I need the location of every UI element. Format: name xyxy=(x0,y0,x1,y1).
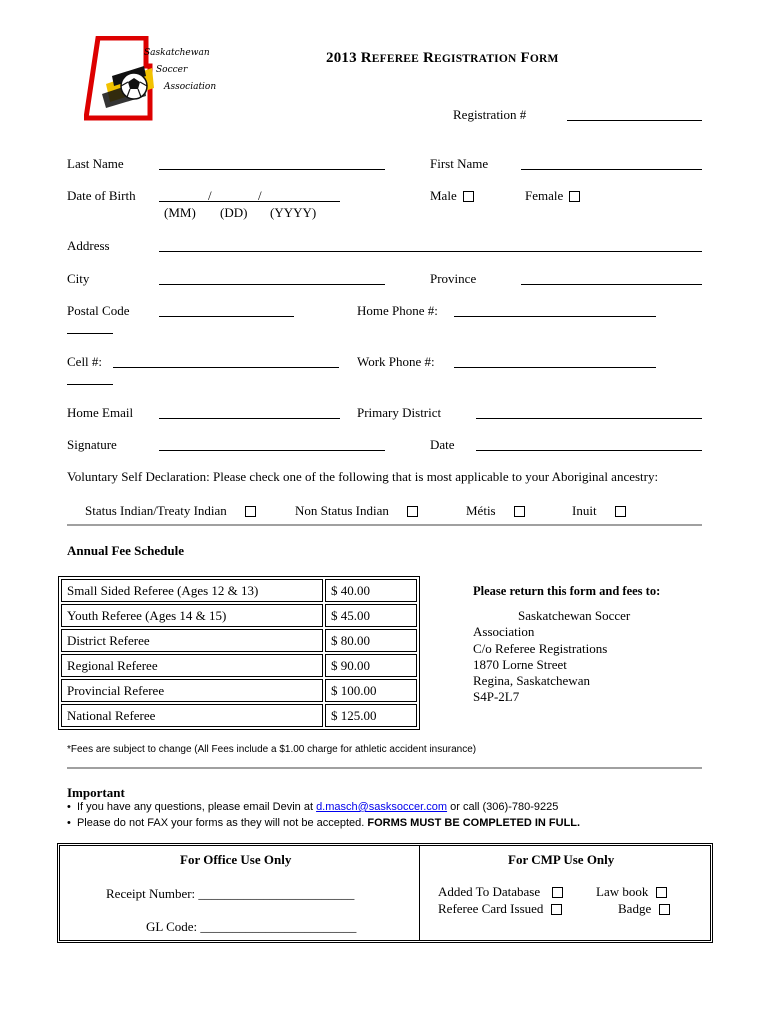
dob-separator: / xyxy=(258,188,262,203)
declaration-text: Voluntary Self Declaration: Please check one of the following that is most applicable to your Aboriginal ancestry: xyxy=(67,469,659,484)
office-use-box xyxy=(57,843,713,943)
province-label: Province xyxy=(430,271,477,286)
fee-label: National Referee xyxy=(61,704,323,727)
table-row xyxy=(61,704,417,727)
option-label: Status Indian/Treaty Indian xyxy=(85,503,227,518)
table-row xyxy=(61,579,417,602)
return-line: Saskatchewan Soccer xyxy=(518,608,631,623)
cell-field-continued[interactable] xyxy=(67,384,113,385)
home-phone-label: Home Phone #: xyxy=(357,303,438,318)
declaration-option-status[interactable] xyxy=(85,503,256,519)
fee-note-star: *Fees are subject to change xyxy=(67,744,192,755)
important-bullet-1 xyxy=(67,801,558,813)
metis-checkbox[interactable] xyxy=(514,506,525,517)
logo-text-1: Saskatchewan xyxy=(144,48,210,58)
bullet-emphasis: FORMS MUST BE COMPLETED IN FULL. xyxy=(367,817,581,829)
fee-label: Small Sided Referee (Ages 12 & 13) xyxy=(61,579,323,602)
gl-code-field[interactable]: GL Code: ________________________ xyxy=(146,919,357,934)
dob-mm-hint: (MM) xyxy=(164,205,196,220)
title-part: 2013 R xyxy=(326,50,372,66)
law-book-checkbox[interactable] xyxy=(656,887,667,898)
home-phone-field[interactable] xyxy=(454,316,656,317)
receipt-number-field[interactable]: Receipt Number: ________________________ xyxy=(106,886,355,901)
fee-value: $ 40.00 xyxy=(325,579,417,602)
bullet-text: If you have any questions, please email Devin at xyxy=(76,801,317,813)
last-name-label: Last Name xyxy=(67,156,124,171)
address-field[interactable] xyxy=(159,251,702,252)
option-label: Non Status Indian xyxy=(295,503,389,518)
work-phone-label: Work Phone #: xyxy=(357,354,435,369)
signature-label: Signature xyxy=(67,437,117,452)
dob-dd-hint: (DD) xyxy=(220,205,248,220)
email-field[interactable] xyxy=(159,418,340,419)
return-line: C/o Referee Registrations xyxy=(473,641,608,656)
first-name-field[interactable] xyxy=(521,169,702,170)
declaration-option-inuit[interactable] xyxy=(572,503,626,519)
registration-field[interactable] xyxy=(567,120,702,121)
date-label: Date xyxy=(430,437,455,452)
fee-value: $ 125.00 xyxy=(325,704,417,727)
first-name-label: First Name xyxy=(430,156,489,171)
title-part: EGISTRATION xyxy=(434,53,517,65)
referee-card-option[interactable] xyxy=(438,901,562,917)
male-option[interactable] xyxy=(430,188,474,204)
email-label: Home Email xyxy=(67,405,134,420)
title-part: ORM xyxy=(529,53,559,65)
fee-value: $ 45.00 xyxy=(325,604,417,627)
table-row xyxy=(61,654,417,677)
badge-option[interactable] xyxy=(618,901,670,917)
fee-value: $ 100.00 xyxy=(325,679,417,702)
logo-text-3: Association xyxy=(164,82,217,92)
association-logo xyxy=(84,36,217,122)
law-book-option[interactable] xyxy=(596,884,667,900)
fee-value: $ 90.00 xyxy=(325,654,417,677)
office-use-title: For Office Use Only xyxy=(180,852,292,867)
work-phone-field[interactable] xyxy=(454,367,656,368)
province-field[interactable] xyxy=(521,284,702,285)
last-name-field[interactable] xyxy=(159,169,385,170)
return-line: 1870 Lorne Street xyxy=(473,657,567,672)
male-label: Male xyxy=(430,188,457,203)
registration-label: Registration # xyxy=(453,107,527,122)
fee-label: Provincial Referee xyxy=(61,679,323,702)
option-label: Inuit xyxy=(572,503,597,518)
non-status-checkbox[interactable] xyxy=(407,506,418,517)
postal-code-label: Postal Code xyxy=(67,303,130,318)
cmp-use-title: For CMP Use Only xyxy=(508,852,615,867)
email-link[interactable]: d.masch@sasksoccer.com xyxy=(316,801,448,813)
female-checkbox[interactable] xyxy=(569,191,580,202)
status-indian-checkbox[interactable] xyxy=(245,506,256,517)
title-part: EFEREE xyxy=(371,53,420,65)
dob-yyyy-hint: (YYYY) xyxy=(270,205,317,220)
dob-separator: / xyxy=(208,188,212,203)
dob-field[interactable] xyxy=(159,201,340,202)
return-line: Association xyxy=(473,624,535,639)
added-to-database-option[interactable] xyxy=(438,884,563,900)
male-checkbox[interactable] xyxy=(463,191,474,202)
female-option[interactable] xyxy=(525,188,580,204)
district-label: Primary District xyxy=(357,405,442,420)
postal-code-field-continued[interactable] xyxy=(67,333,113,334)
address-label: Address xyxy=(67,238,110,253)
cell-field[interactable] xyxy=(113,367,339,368)
dob-label: Date of Birth xyxy=(67,188,136,203)
female-label: Female xyxy=(525,188,564,203)
option-label: Badge xyxy=(618,901,652,916)
table-row xyxy=(61,604,417,627)
return-heading: Please return this form and fees to: xyxy=(473,584,661,598)
district-field[interactable] xyxy=(476,418,702,419)
option-label: Law book xyxy=(596,884,649,899)
fee-table xyxy=(58,576,420,730)
divider xyxy=(67,767,702,769)
fee-schedule-heading: Annual Fee Schedule xyxy=(67,543,185,558)
inuit-checkbox[interactable] xyxy=(615,506,626,517)
city-field[interactable] xyxy=(159,284,385,285)
fee-note-insurance: (All Fees include a $1.00 charge for athletic accident insurance) xyxy=(191,744,477,755)
important-heading: Important xyxy=(67,785,125,800)
badge-checkbox[interactable] xyxy=(659,904,670,915)
bullet-text: Please do not FAX your forms as they will not be accepted. xyxy=(76,817,368,829)
bullet-icon: • xyxy=(67,817,77,829)
fee-value: $ 80.00 xyxy=(325,629,417,652)
form-title xyxy=(326,50,559,67)
logo-text-2: Soccer xyxy=(156,65,188,75)
city-label: City xyxy=(67,271,90,286)
declaration-option-non-status[interactable] xyxy=(295,503,418,519)
option-label: Métis xyxy=(466,503,496,518)
box-divider xyxy=(419,846,420,940)
return-line: S4P-2L7 xyxy=(473,689,520,704)
fee-label: Regional Referee xyxy=(61,654,323,677)
title-part: R xyxy=(419,50,434,66)
option-label: Referee Card Issued xyxy=(438,901,544,916)
bullet-text: or call (306)-780-9225 xyxy=(447,801,559,813)
table-row xyxy=(61,629,417,652)
added-to-database-checkbox[interactable] xyxy=(552,887,563,898)
fee-label: District Referee xyxy=(61,629,323,652)
cell-label: Cell #: xyxy=(67,354,103,369)
signature-field[interactable] xyxy=(159,450,385,451)
table-row xyxy=(61,679,417,702)
date-field[interactable] xyxy=(476,450,702,451)
divider xyxy=(67,524,702,526)
important-bullet-2 xyxy=(67,817,580,829)
fee-note xyxy=(67,740,476,756)
bullet-icon: • xyxy=(67,801,77,813)
fee-label: Youth Referee (Ages 14 & 15) xyxy=(61,604,323,627)
postal-code-field[interactable] xyxy=(159,316,294,317)
declaration-option-metis[interactable] xyxy=(466,503,525,519)
referee-card-checkbox[interactable] xyxy=(551,904,562,915)
title-part: F xyxy=(516,50,530,66)
option-label: Added To Database xyxy=(438,884,541,899)
return-line: Regina, Saskatchewan xyxy=(473,673,590,688)
